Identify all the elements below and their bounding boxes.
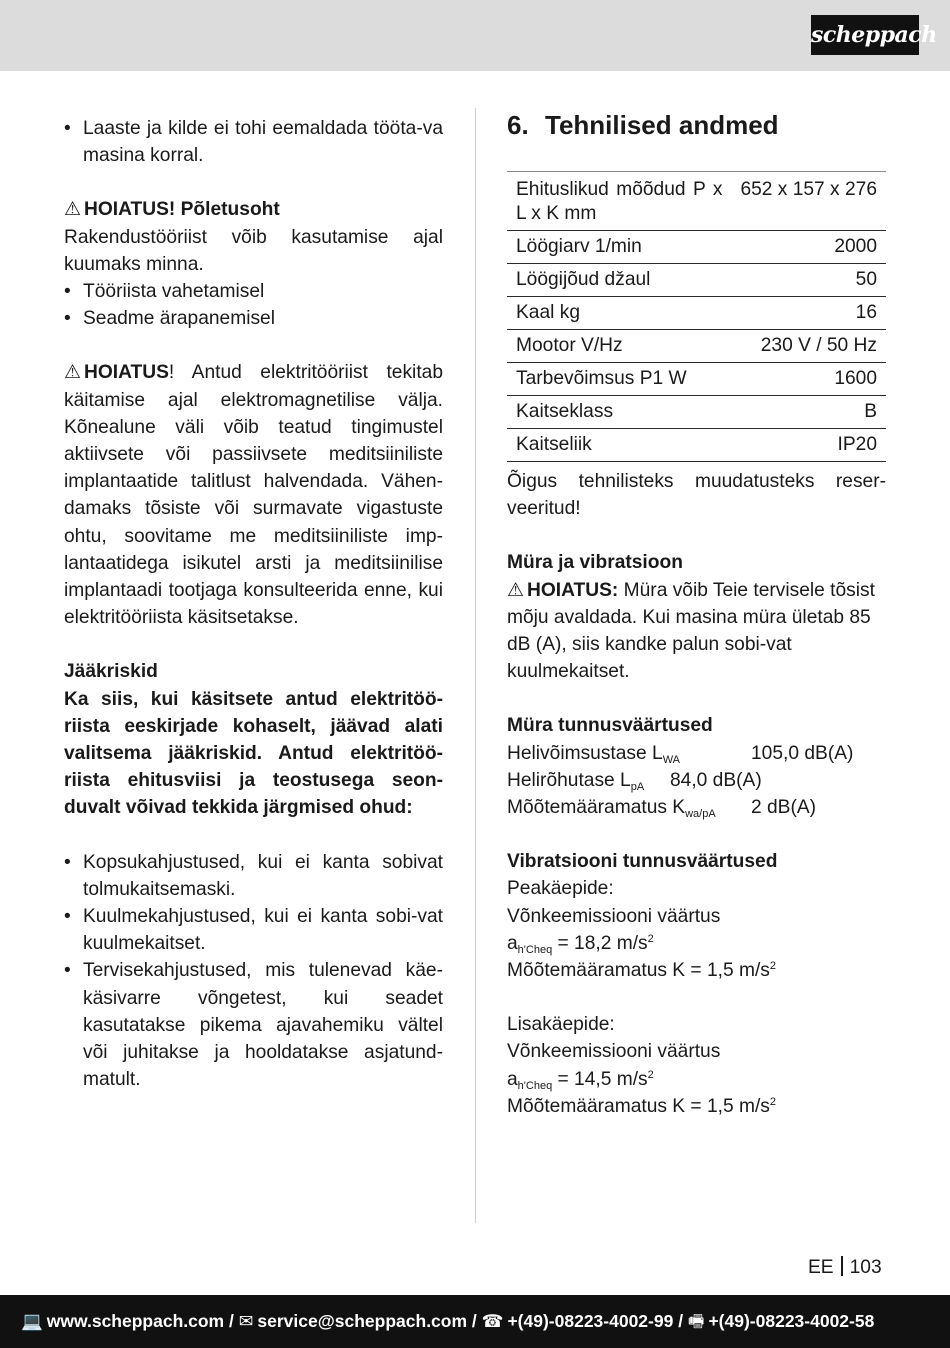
noise-warning: ⚠ HOIATUS: Müra võib Teie tervisele tõsist mõju avaldada. Kui masina müra ületab 85 dB (A), siis kandke palun sobi-vat kuulmekaitset. xyxy=(507,577,886,686)
table-row: Kaitseliik IP20 xyxy=(507,429,886,462)
emission-label: Võnkeemissiooni väärtus xyxy=(507,905,721,927)
uncertainty-value: Mõõtemääramatus K = 1,5 $m/s^2$ xyxy=(507,960,776,982)
phone-icon: ☎ xyxy=(481,1311,504,1331)
page-footer xyxy=(0,1295,950,1348)
mail-icon: ✉ xyxy=(238,1311,254,1331)
list-item: • Laaste ja kilde ei tohi eemaldada tööta-va masina korral. xyxy=(64,115,443,169)
computer-icon: 💻 xyxy=(21,1311,43,1331)
warning-heading: ⚠ HOIATUS! Põletusoht xyxy=(64,196,443,223)
main-handle-label: Peakäepide: xyxy=(507,878,614,900)
lwa-row: Helivõimsustase $L_{WA}$ 105,0 dB(A) xyxy=(507,742,854,766)
emission-label: Võnkeemissiooni väärtus xyxy=(507,1041,721,1063)
list-item: • Tervisekahjustused, mis tulenevad käe-käsivarre võngetest, kui seadet kasutatakse pikema ajavahemiku vältel või juhitakse ja hooldatakse asjatund-matult. xyxy=(64,957,443,1093)
vibration-heading: Vibratsiooni tunnusväärtused xyxy=(507,851,778,873)
list-item: • Kuulmekahjustused, kui ei kanta sobi-vat kuulmekaitset. xyxy=(64,903,443,957)
table-row: Löögijõud džaul 50 xyxy=(507,264,886,297)
aux-handle-label: Lisakäepide: xyxy=(507,1014,615,1036)
list-item: • Tööriista vahetamisel xyxy=(64,278,443,305)
scheppach-logo: scheppach xyxy=(811,15,919,55)
list-item: • Kopsukahjustused, kui ei kanta sobivat tolmukaitsemaski. xyxy=(64,849,443,903)
table-row: Tarbevõimsus P1 W 1600 xyxy=(507,363,886,396)
noise-values-heading: Müra tunnusväärtused xyxy=(507,715,713,737)
table-row: Kaitseklass B xyxy=(507,396,886,429)
noise-heading: Müra ja vibratsioon xyxy=(507,552,683,574)
website-link[interactable]: www.scheppach.com / xyxy=(46,1311,239,1331)
lpa-row: Helirõhutase $L_{pA}$ 84,0 dB(A) xyxy=(507,769,762,793)
table-row: Löögiarv 1/min 2000 xyxy=(507,231,886,264)
uncertainty-row: Mõõtemääramatus $K_{wa/pA}$ 2 dB(A) xyxy=(507,797,817,821)
phone-number: +(49)-08223-4002-99 / xyxy=(507,1311,688,1331)
emission-value: $a_{h'Cheq} = 14,5$ $m/s^2$ xyxy=(507,1068,654,1092)
table-row: Ehituslikud mõõdud P x L x K mm 652 x 157 x 276 xyxy=(507,172,886,231)
separator xyxy=(841,1256,843,1276)
table-row: Mootor V/Hz 230 V / 50 Hz xyxy=(507,330,886,363)
right-column xyxy=(507,108,886,1120)
spec-table xyxy=(507,171,886,462)
warning-icon: ⚠ xyxy=(64,362,82,384)
page-header xyxy=(0,0,950,71)
email-link[interactable]: service@scheppach.com / xyxy=(257,1311,482,1331)
warning-icon: ⚠ xyxy=(507,579,525,601)
reserve-note: Õigus tehnilisteks muudatusteks reser-veeritud! xyxy=(507,471,886,520)
residual-risk-heading: Jääkriskid xyxy=(64,661,158,683)
left-column xyxy=(64,115,443,1094)
residual-risk-text: Ka siis, kui käsitsete antud elektritöö-riista eeskirjade kohaselt, jäävad alati valitsema jääkriskid. Antud elektritöö-riista ehitusviisi ja teostusega seon-duvalt võivad tekkida järgmised ohud: xyxy=(64,688,443,819)
warning-text: Rakendustööriist võib kasutamise ajal kuumaks minna. xyxy=(64,226,443,275)
emission-value: $a_{h'Cheq} = 18,2$ $m/s^2$ xyxy=(507,932,654,956)
column-divider xyxy=(475,108,476,1223)
list-item: • Seadme ärapanemisel xyxy=(64,305,443,332)
uncertainty-value: Mõõtemääramatus K = 1,5 $m/s^2$ xyxy=(507,1095,776,1117)
table-row: Kaal kg 16 xyxy=(507,297,886,330)
section-title: 6. Tehnilised andmed xyxy=(507,110,779,140)
page-number-value: 103 xyxy=(849,1257,882,1278)
fax-icon: 🖷 xyxy=(687,1311,705,1331)
page-number xyxy=(808,1256,882,1280)
language-code: EE xyxy=(808,1257,834,1278)
warning-icon: ⚠ xyxy=(64,199,82,221)
fax-number: +(49)-08223-4002-58 xyxy=(708,1311,875,1331)
emf-warning: ⚠ HOIATUS! Antud elektritööriist tekitab käitamise ajal elektromagnetilise välja. Kõnealune väli võib teatud tingimustel aktiivsete või passiivsete meditsiiniliste implantaatide talitlust halvendada. Vähen-damaks tõsiste või surmavate vigastuste ohtu, soovitame me meditsiiniliste imp-lantaatidega isikutel arsti ja meditsiinilise implantaadi tootjaga konsulteerida enne, kui elektritööriista käsitsetakse. xyxy=(64,359,443,631)
